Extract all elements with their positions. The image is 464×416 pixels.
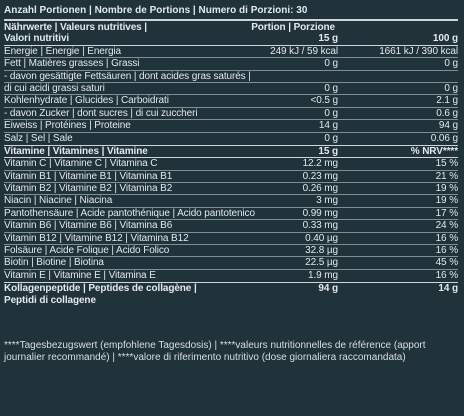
nutrition-row bbox=[4, 83, 458, 94]
servings-title: Anzahl Portionen | Nombre de Portions | Numero di Porzioni: 30 bbox=[4, 5, 308, 16]
row-value-1: 1.9 mg bbox=[308, 269, 338, 281]
vitamins-header-label: Vitamine | Vitamines | Vitamine bbox=[4, 145, 148, 157]
row-value-2: 19 % bbox=[435, 195, 458, 207]
row-value-2: 1661 kJ / 390 kcal bbox=[379, 45, 458, 57]
vitamin-rows bbox=[4, 158, 458, 281]
nutrition-row bbox=[4, 71, 458, 82]
row-value-1: 0.40 µg bbox=[305, 232, 338, 244]
row-value-2: 15 % bbox=[435, 158, 458, 170]
collagen-label: Kollagenpeptide | Peptides de collagène | bbox=[4, 283, 197, 295]
row-label: - davon gesättigte Fettsäuren | dont acides gras saturés | bbox=[4, 70, 251, 82]
col2-header: 100 g bbox=[432, 33, 458, 45]
collagen-row bbox=[4, 283, 458, 294]
row-value-2: 16 % bbox=[435, 269, 458, 281]
row-label: Vitamin B12 | Vitamine B12 | Vitamina B12 bbox=[4, 232, 189, 244]
vitamin-row bbox=[4, 270, 458, 281]
vitamins-col2-header: % NRV**** bbox=[410, 145, 458, 157]
row-label: Salz | Sel | Sale bbox=[4, 132, 73, 144]
nutrition-row bbox=[4, 133, 458, 144]
nutrition-subheader-label: Valori nutritivi bbox=[4, 33, 70, 45]
vitamin-row bbox=[4, 158, 458, 169]
row-value-1: 0 g bbox=[324, 107, 338, 119]
row-value-1: 12.2 mg bbox=[302, 158, 338, 170]
row-value-1: 0 g bbox=[324, 132, 338, 144]
row-label: Energie | Énergie | Energia bbox=[4, 45, 122, 57]
collagen-row-2 bbox=[4, 295, 458, 306]
row-value-2: 94 g bbox=[438, 120, 458, 132]
row-value-2: 0 g bbox=[444, 58, 458, 70]
row-value-1: 0 g bbox=[324, 82, 338, 94]
col1-header: 15 g bbox=[318, 33, 338, 45]
vitamin-row bbox=[4, 257, 458, 268]
nutrition-rows bbox=[4, 46, 458, 144]
nutrition-row bbox=[4, 58, 458, 69]
nutrition-row bbox=[4, 46, 458, 57]
row-value-2: 16 % bbox=[435, 245, 458, 257]
vitamin-row bbox=[4, 233, 458, 244]
collagen-label-2: Peptidi di collagene bbox=[4, 294, 96, 306]
nutrition-table bbox=[4, 5, 458, 306]
row-value-2: 17 % bbox=[435, 207, 458, 219]
row-value-2: 0.6 g bbox=[436, 107, 458, 119]
vitamin-row bbox=[4, 245, 458, 256]
row-value-1: 0.26 mg bbox=[302, 183, 338, 195]
vitamin-row bbox=[4, 195, 458, 206]
row-label: Niacin | Niacine | Niacina bbox=[4, 195, 113, 207]
row-value-2: 0 g bbox=[444, 82, 458, 94]
row-label: Vitamin B2 | Vitamine B2 | Vitamina B2 bbox=[4, 183, 173, 195]
row-label: Eiweiss | Protéines | Proteine bbox=[4, 120, 131, 132]
row-value-2: 21 % bbox=[435, 170, 458, 182]
row-value-1: 0.33 mg bbox=[302, 220, 338, 232]
row-label: Vitamin B1 | Vitamine B1 | Vitamina B1 bbox=[4, 170, 173, 182]
row-value-1: 0.23 mg bbox=[302, 170, 338, 182]
nutrition-row bbox=[4, 120, 458, 131]
row-value-2: 19 % bbox=[435, 183, 458, 195]
row-value-1: 3 mg bbox=[316, 195, 338, 207]
row-value-1: 22.5 µg bbox=[305, 257, 338, 269]
nutrition-header-label: Nährwerte | Valeurs nutritives | bbox=[4, 22, 148, 33]
row-value-1: 0.99 mg bbox=[302, 207, 338, 219]
row-value-1: 32.8 µg bbox=[305, 245, 338, 257]
vitamins-header-row bbox=[4, 146, 458, 157]
row-value-2: 24 % bbox=[435, 220, 458, 232]
nutrition-header-row bbox=[4, 22, 458, 33]
row-label: Fett | Matières grasses | Grassi bbox=[4, 58, 140, 70]
row-label: di cui acidi grassi saturi bbox=[4, 82, 105, 94]
portion-header: Portion | Porzione bbox=[251, 22, 335, 33]
vitamin-row bbox=[4, 220, 458, 231]
row-label: Kohlenhydrate | Glucides | Carboidrati bbox=[4, 95, 169, 107]
row-value-2: 0.06 g bbox=[430, 132, 458, 144]
row-label: - davon Zucker | dont sucres | di cui zuccheri bbox=[4, 107, 198, 119]
footnote: ****Tagesbezugswert (empfohlene Tagesdosis) | ****valeurs nutritionnelles de référence (apport journalier recommandé) | ****valore di riferimento nutritivo (dose giornaliera raccomandata) bbox=[4, 340, 426, 363]
vitamins-col1-header: 15 g bbox=[318, 145, 338, 157]
row-value-2: 45 % bbox=[435, 257, 458, 269]
collagen-value-15g: 94 g bbox=[318, 283, 338, 295]
nutrition-row bbox=[4, 108, 458, 119]
row-label: Vitamin B6 | Vitamine B6 | Vitamina B6 bbox=[4, 220, 173, 232]
vitamin-row bbox=[4, 183, 458, 194]
divider bbox=[4, 19, 458, 21]
row-label: Pantothensäure | Acide pantothénique | Acido pantotenico bbox=[4, 207, 255, 219]
vitamin-row bbox=[4, 171, 458, 182]
row-label: Biotin | Biotine | Biotina bbox=[4, 257, 104, 269]
row-value-1: 14 g bbox=[318, 120, 338, 132]
collagen-value-nrv: 14 g bbox=[438, 283, 458, 295]
row-value-1: 249 kJ / 59 kcal bbox=[270, 45, 338, 57]
row-label: Vitamin C | Vitamine C | Vitamina C bbox=[4, 158, 158, 170]
row-value-2: 16 % bbox=[435, 232, 458, 244]
row-label: Vitamin E | Vitamine E | Vitamina E bbox=[4, 269, 156, 281]
row-value-1: <0.5 g bbox=[310, 95, 338, 107]
vitamin-row bbox=[4, 208, 458, 219]
row-label: Folsäure | Acide Folique | Acido Folico bbox=[4, 245, 170, 257]
row-value-2: 2.1 g bbox=[436, 95, 458, 107]
nutrition-subheader-row bbox=[4, 33, 458, 44]
row-value-1: 0 g bbox=[324, 58, 338, 70]
nutrition-row bbox=[4, 95, 458, 106]
